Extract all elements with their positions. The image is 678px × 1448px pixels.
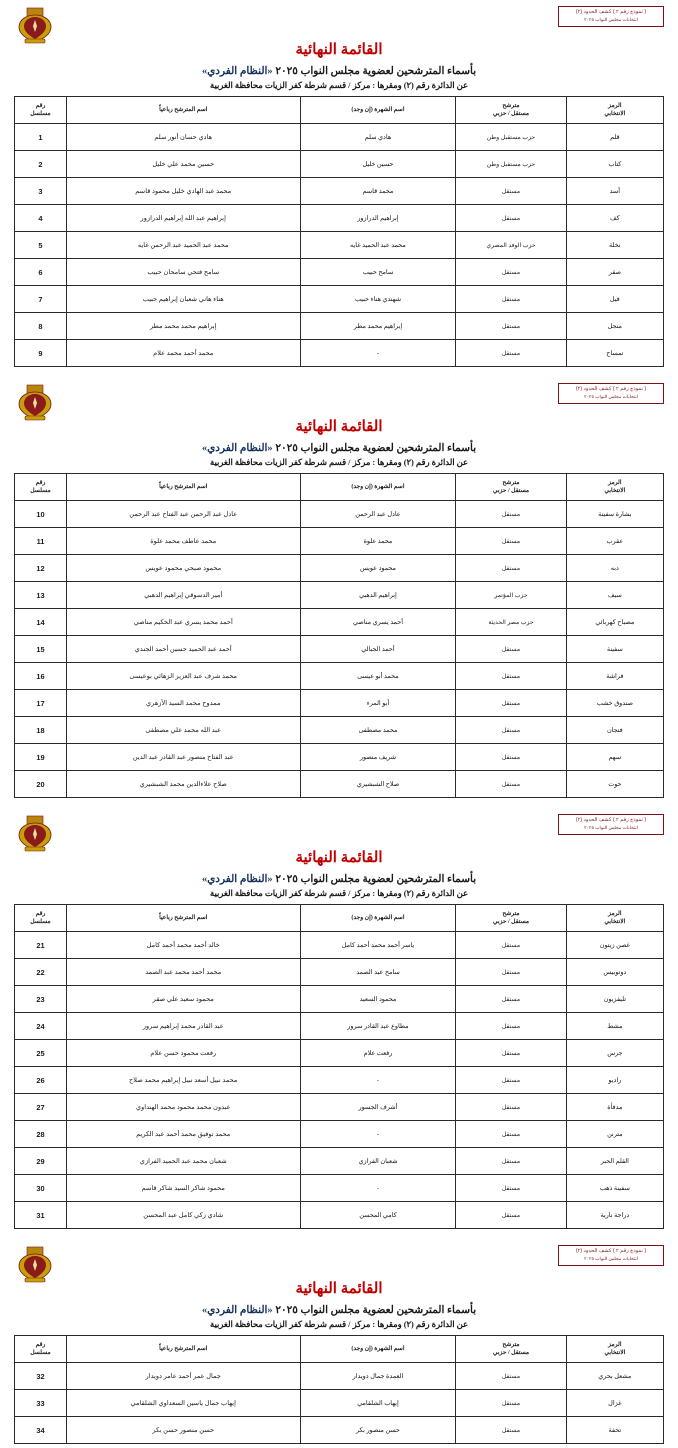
table-row — [15, 744, 664, 771]
cell-party: مستقل — [456, 1363, 566, 1390]
cell-name: إبراهيم محمد محمد مطر — [66, 313, 300, 340]
table-row — [15, 1417, 664, 1444]
cell-fame: شهندي هناء حبيب — [300, 286, 456, 313]
column-header-symbol: الرمز الانتخابي — [566, 474, 663, 501]
candidates-table — [14, 1335, 664, 1444]
cell-fame: أبو المرء — [300, 690, 456, 717]
table-row — [15, 663, 664, 690]
table-row — [15, 717, 664, 744]
table-row — [15, 340, 664, 367]
cell-party: مستقل — [456, 286, 566, 313]
page-subtitle — [14, 1304, 664, 1316]
page-subtitle-text: بأسماء المترشحين لعضوية مجلس النواب ٢٠٢٥ — [272, 443, 477, 454]
cell-party: مستقل — [456, 663, 566, 690]
cell-symbol: حوت — [566, 771, 663, 798]
cell-name: جمال عمر أحمد عامر دويدار — [66, 1363, 300, 1390]
table-row — [15, 771, 664, 798]
table-row — [15, 205, 664, 232]
cell-party: مستقل — [456, 1202, 566, 1229]
table-row — [15, 1013, 664, 1040]
cell-name: إيهاب جمال ياسين السعداوي الشلقامي — [66, 1390, 300, 1417]
cell-party: مستقل — [456, 986, 566, 1013]
cell-num: 7 — [15, 286, 67, 313]
table-body — [15, 501, 664, 798]
column-header-fame: اسم الشهرة (إن وجد) — [300, 474, 456, 501]
cell-symbol: دوتوبيس — [566, 959, 663, 986]
table-row — [15, 555, 664, 582]
cell-fame: إيهاب الشلقامي — [300, 1390, 456, 1417]
cell-name: محمود صبحي محمود عويس — [66, 555, 300, 582]
cell-symbol: تحفة — [566, 1417, 663, 1444]
cell-name: رفعت محمود حسن علام — [66, 1040, 300, 1067]
table-row — [15, 313, 664, 340]
cell-name: محمود سعيد علي صقر — [66, 986, 300, 1013]
cell-fame: محمد عبد الحميد غايه — [300, 232, 456, 259]
egypt-eagle-emblem-icon — [14, 6, 56, 46]
column-header-symbol: الرمز الانتخابي — [566, 905, 663, 932]
cell-num: 12 — [15, 555, 67, 582]
cell-fame: محمد أبو عيسى — [300, 663, 456, 690]
cell-num: 33 — [15, 1390, 67, 1417]
cell-party: مستقل — [456, 259, 566, 286]
cell-name: هادي حسان أنور سلم — [66, 124, 300, 151]
table-body — [15, 932, 664, 1229]
page-subtitle — [14, 65, 664, 77]
form-stamp — [558, 6, 664, 27]
cell-name: هناء هاني شعبان إبراهيم حبيب — [66, 286, 300, 313]
cell-symbol: دبه — [566, 555, 663, 582]
column-header-num: رقم مسلسل — [15, 1336, 67, 1363]
cell-symbol: نخلة — [566, 232, 663, 259]
cell-name: حسين محمد علي خليل — [66, 151, 300, 178]
cell-party: مستقل — [456, 690, 566, 717]
cell-num: 22 — [15, 959, 67, 986]
table-row — [15, 1390, 664, 1417]
cell-fame: محمد قاسم — [300, 178, 456, 205]
cell-num: 18 — [15, 717, 67, 744]
cell-num: 21 — [15, 932, 67, 959]
constituency-line: عن الدائرة رقم (٢) ومقرها : مركز / قسم شرطة كفر الزيات محافظة الغربية — [209, 889, 469, 898]
cell-name: أحمد عبد الحميد حسين أحمد الجندي — [66, 636, 300, 663]
cell-fame: حسين خليل — [300, 151, 456, 178]
cell-num: 16 — [15, 663, 67, 690]
cell-party: مستقل — [456, 340, 566, 367]
cell-party: حزب المؤتمر — [456, 582, 566, 609]
table-row — [15, 1121, 664, 1148]
cell-name: محمد نبيل أسعد نبيل إبراهيم محمد صلاح — [66, 1067, 300, 1094]
cell-fame: مطاوع عبد القادر سرور — [300, 1013, 456, 1040]
constituency-line: عن الدائرة رقم (٢) ومقرها : مركز / قسم شرطة كفر الزيات محافظة الغربية — [209, 1320, 469, 1329]
cell-num: 11 — [15, 528, 67, 555]
column-header-num: رقم مسلسل — [15, 474, 67, 501]
cell-symbol: فراشة — [566, 663, 663, 690]
cell-num: 28 — [15, 1121, 67, 1148]
cell-fame: كامي المحسن — [300, 1202, 456, 1229]
cell-name: ممدوح محمد السيد الأزهري — [66, 690, 300, 717]
cell-name: شعبان محمد عبد الحميد الفرازي — [66, 1148, 300, 1175]
form-stamp-line2: انتخابات مجلس النواب ٢٠٢٥ — [584, 16, 638, 22]
cell-party: مستقل — [456, 636, 566, 663]
cell-symbol: كتاب — [566, 151, 663, 178]
cell-num: 19 — [15, 744, 67, 771]
candidates-table — [14, 904, 664, 1229]
cell-symbol: قلم — [566, 124, 663, 151]
column-header-symbol: الرمز الانتخابي — [566, 97, 663, 124]
cell-name: محمد توفيق محمد أحمد عبد الكريم — [66, 1121, 300, 1148]
cell-name: محمد أحمد محمد عبد الصمد — [66, 959, 300, 986]
table-body — [15, 124, 664, 367]
page-title: القائمة النهائية — [295, 42, 383, 58]
candidates-table — [14, 96, 664, 367]
cell-party: مستقل — [456, 205, 566, 232]
cell-name: محمد أحمد محمد علام — [66, 340, 300, 367]
cell-party: مستقل — [456, 771, 566, 798]
cell-symbol: جرس — [566, 1040, 663, 1067]
cell-num: 31 — [15, 1202, 67, 1229]
column-header-fame: اسم الشهرة (إن وجد) — [300, 905, 456, 932]
cell-fame: محمود عويس — [300, 555, 456, 582]
cell-party: مستقل — [456, 555, 566, 582]
cell-symbol: أسد — [566, 178, 663, 205]
cell-party: حزب مصر الحديثة — [456, 609, 566, 636]
page-title: القائمة النهائية — [295, 419, 383, 435]
table-row — [15, 501, 664, 528]
page-subtitle-system: «النظام الفردي» — [201, 1305, 273, 1316]
column-header-party: مترشح مستقل / حزبي — [456, 1336, 566, 1363]
cell-party: مستقل — [456, 528, 566, 555]
cell-symbol: القلم الحبر — [566, 1148, 663, 1175]
cell-name: أحمد محمد يسري عبد الحكيم مناصي — [66, 609, 300, 636]
cell-name: إبراهيم عبد الله إبراهيم الدرازور — [66, 205, 300, 232]
table-row — [15, 1040, 664, 1067]
cell-symbol: سفينة ذهب — [566, 1175, 663, 1202]
cell-name: شادي زكي كامل عبد المحسن — [66, 1202, 300, 1229]
cell-fame: العمدة جمال دويدار — [300, 1363, 456, 1390]
cell-fame: أشرف الجسور — [300, 1094, 456, 1121]
column-header-num: رقم مسلسل — [15, 97, 67, 124]
cell-symbol: سفينة — [566, 636, 663, 663]
table-row — [15, 690, 664, 717]
table-header-row — [15, 97, 664, 124]
cell-name: حسن منصور حسن بكر — [66, 1417, 300, 1444]
cell-num: 3 — [15, 178, 67, 205]
cell-symbol: فيل — [566, 286, 663, 313]
cell-fame: إبراهيم الدهبي — [300, 582, 456, 609]
cell-name: سامح فتحي سامحان حبيب — [66, 259, 300, 286]
cell-num: 26 — [15, 1067, 67, 1094]
table-row — [15, 1202, 664, 1229]
cell-fame: شعبان الفرازي — [300, 1148, 456, 1175]
page-subtitle — [14, 873, 664, 885]
cell-symbol: دراجة نارية — [566, 1202, 663, 1229]
table-row — [15, 932, 664, 959]
cell-name: أمير الدسوقي إبراهيم الدهبي — [66, 582, 300, 609]
cell-num: 29 — [15, 1148, 67, 1175]
cell-party: مستقل — [456, 717, 566, 744]
cell-party: مستقل — [456, 1175, 566, 1202]
cell-num: 32 — [15, 1363, 67, 1390]
egypt-eagle-emblem-icon — [14, 383, 56, 423]
cell-fame: محمد مصطفى — [300, 717, 456, 744]
cell-fame: إبراهيم محمد مطر — [300, 313, 456, 340]
cell-name: عبد الله محمد علي مصطفى — [66, 717, 300, 744]
table-row — [15, 1094, 664, 1121]
cell-symbol: سيف — [566, 582, 663, 609]
table-row — [15, 959, 664, 986]
column-header-name: اسم المترشح رباعياً — [66, 474, 300, 501]
cell-symbol: صقر — [566, 259, 663, 286]
cell-fame: حسن منصور بكر — [300, 1417, 456, 1444]
cell-party: مستقل — [456, 1417, 566, 1444]
cell-party: حزب مستقبل وطن — [456, 124, 566, 151]
egypt-eagle-emblem-icon — [14, 1245, 56, 1285]
cell-party: مستقل — [456, 1390, 566, 1417]
form-stamp — [558, 1245, 664, 1266]
column-header-fame: اسم الشهرة (إن وجد) — [300, 1336, 456, 1363]
table-header-row — [15, 905, 664, 932]
cell-fame: سامح حبيب — [300, 259, 456, 286]
cell-num: 17 — [15, 690, 67, 717]
table-row — [15, 1148, 664, 1175]
cell-num: 13 — [15, 582, 67, 609]
cell-party: مستقل — [456, 1121, 566, 1148]
cell-num: 23 — [15, 986, 67, 1013]
cell-party: مستقل — [456, 501, 566, 528]
cell-fame: - — [300, 1175, 456, 1202]
cell-symbol: كف — [566, 205, 663, 232]
cell-num: 10 — [15, 501, 67, 528]
form-stamp — [558, 383, 664, 404]
cell-fame: عادل عبد الرحمن — [300, 501, 456, 528]
page-subtitle-system: «النظام الفردي» — [201, 874, 273, 885]
cell-party: مستقل — [456, 1040, 566, 1067]
cell-num: 1 — [15, 124, 67, 151]
cell-party: مستقل — [456, 313, 566, 340]
column-header-name: اسم المترشح رباعياً — [66, 97, 300, 124]
candidate-list-page — [0, 1239, 678, 1448]
table-row — [15, 232, 664, 259]
cell-name: عبدون محمد محمود محمد الهنداوي — [66, 1094, 300, 1121]
cell-symbol: بشارة سفينة — [566, 501, 663, 528]
cell-party: مستقل — [456, 1148, 566, 1175]
cell-fame: - — [300, 1121, 456, 1148]
form-stamp-line2: انتخابات مجلس النواب ٢٠٢٥ — [584, 393, 638, 399]
table-body — [15, 1363, 664, 1444]
cell-party: مستقل — [456, 744, 566, 771]
cell-symbol: مدفأة — [566, 1094, 663, 1121]
cell-fame: محمد علوة — [300, 528, 456, 555]
cell-symbol: تليفزيون — [566, 986, 663, 1013]
table-row — [15, 124, 664, 151]
cell-symbol: مصباح كهربائي — [566, 609, 663, 636]
cell-party: حزب مستقبل وطن — [456, 151, 566, 178]
column-header-num: رقم مسلسل — [15, 905, 67, 932]
cell-num: 8 — [15, 313, 67, 340]
cell-name: صلاح علاءالدين محمد الشبشيري — [66, 771, 300, 798]
form-stamp-line1: ( نموذج رقم ٢ ) كشف الحدود (٢) — [575, 817, 647, 823]
candidates-table — [14, 473, 664, 798]
column-header-fame: اسم الشهرة (إن وجد) — [300, 97, 456, 124]
cell-party: مستقل — [456, 178, 566, 205]
cell-name: محمد عبد الهادي خليل محمود قاسم — [66, 178, 300, 205]
cell-num: 34 — [15, 1417, 67, 1444]
cell-name: محمود شاكر السيد شاكر قاسم — [66, 1175, 300, 1202]
cell-fame: هادي سلم — [300, 124, 456, 151]
table-row — [15, 178, 664, 205]
cell-name: عادل عبد الرحمن عبد الفتاح عبد الرحمن — [66, 501, 300, 528]
cell-name: محمد عبد الحميد عبد الرحمن غايه — [66, 232, 300, 259]
cell-num: 14 — [15, 609, 67, 636]
cell-fame: محمود السعيد — [300, 986, 456, 1013]
page-title: القائمة النهائية — [295, 850, 383, 866]
cell-fame: شريف منصور — [300, 744, 456, 771]
cell-symbol: تمساح — [566, 340, 663, 367]
constituency-line: عن الدائرة رقم (٢) ومقرها : مركز / قسم شرطة كفر الزيات محافظة الغربية — [209, 81, 469, 90]
cell-fame: ياسر أحمد محمد أحمد كامل — [300, 932, 456, 959]
table-row — [15, 259, 664, 286]
table-row — [15, 1175, 664, 1202]
cell-num: 30 — [15, 1175, 67, 1202]
page-title: القائمة النهائية — [295, 1281, 383, 1297]
cell-name: خالد أحمد محمد أحمد كامل — [66, 932, 300, 959]
cell-num: 25 — [15, 1040, 67, 1067]
cell-party: مستقل — [456, 1013, 566, 1040]
cell-fame: - — [300, 1067, 456, 1094]
cell-name: عبد الفتاح منصور عبد القادر عبد الدين — [66, 744, 300, 771]
cell-num: 20 — [15, 771, 67, 798]
cell-symbol: صندوق خشب — [566, 690, 663, 717]
column-header-party: مترشح مستقل / حزبي — [456, 905, 566, 932]
table-row — [15, 582, 664, 609]
page-subtitle-system: «النظام الفردي» — [201, 66, 273, 77]
cell-fame: إبراهيم الدرازور — [300, 205, 456, 232]
page-subtitle-text: بأسماء المترشحين لعضوية مجلس النواب ٢٠٢٥ — [272, 66, 477, 77]
egypt-eagle-emblem-icon — [14, 814, 56, 854]
cell-num: 24 — [15, 1013, 67, 1040]
page-subtitle-text: بأسماء المترشحين لعضوية مجلس النواب ٢٠٢٥ — [272, 874, 477, 885]
cell-fame: رفعت علام — [300, 1040, 456, 1067]
column-header-name: اسم المترشح رباعياً — [66, 905, 300, 932]
cell-party: حزب الوفد المصري — [456, 232, 566, 259]
form-stamp-line2: انتخابات مجلس النواب ٢٠٢٥ — [584, 1255, 638, 1261]
table-header-row — [15, 1336, 664, 1363]
table-row — [15, 986, 664, 1013]
cell-num: 9 — [15, 340, 67, 367]
form-stamp-line1: ( نموذج رقم ٢ ) كشف الحدود (٢) — [575, 9, 647, 15]
constituency-line: عن الدائرة رقم (٢) ومقرها : مركز / قسم شرطة كفر الزيات محافظة الغربية — [209, 458, 469, 467]
page-subtitle-system: «النظام الفردي» — [201, 443, 273, 454]
form-stamp-line1: ( نموذج رقم ٢ ) كشف الحدود (٢) — [575, 1248, 647, 1254]
cell-num: 4 — [15, 205, 67, 232]
cell-party: مستقل — [456, 1094, 566, 1121]
table-row — [15, 1363, 664, 1390]
table-row — [15, 1067, 664, 1094]
form-stamp — [558, 814, 664, 835]
table-row — [15, 151, 664, 178]
cell-symbol: منجل — [566, 313, 663, 340]
cell-symbol: مشط — [566, 1013, 663, 1040]
cell-party: مستقل — [456, 1067, 566, 1094]
cell-party: مستقل — [456, 932, 566, 959]
candidate-list-page — [0, 808, 678, 1233]
cell-fame: - — [300, 340, 456, 367]
cell-symbol: عقرب — [566, 528, 663, 555]
form-stamp-line2: انتخابات مجلس النواب ٢٠٢٥ — [584, 824, 638, 830]
cell-symbol: غصن زيتون — [566, 932, 663, 959]
cell-num: 6 — [15, 259, 67, 286]
cell-fame: أحمد الجبالي — [300, 636, 456, 663]
form-stamp-line1: ( نموذج رقم ٢ ) كشف الحدود (٢) — [575, 386, 647, 392]
cell-num: 5 — [15, 232, 67, 259]
cell-symbol: مترنن — [566, 1121, 663, 1148]
column-header-symbol: الرمز الانتخابي — [566, 1336, 663, 1363]
column-header-name: اسم المترشح رباعياً — [66, 1336, 300, 1363]
cell-symbol: فنجان — [566, 717, 663, 744]
cell-name: محمد عاطف محمد علوة — [66, 528, 300, 555]
column-header-party: مترشح مستقل / حزبي — [456, 474, 566, 501]
page-subtitle — [14, 442, 664, 454]
cell-symbol: راديو — [566, 1067, 663, 1094]
table-row — [15, 286, 664, 313]
cell-fame: صلاح الشبشيري — [300, 771, 456, 798]
cell-party: مستقل — [456, 959, 566, 986]
cell-fame: سامح عبد الصمد — [300, 959, 456, 986]
cell-num: 2 — [15, 151, 67, 178]
cell-symbol: غزال — [566, 1390, 663, 1417]
table-row — [15, 636, 664, 663]
cell-name: محمد شرف عبد العزيز الزهائي بوعيسى — [66, 663, 300, 690]
table-row — [15, 528, 664, 555]
cell-symbol: سهم — [566, 744, 663, 771]
cell-num: 27 — [15, 1094, 67, 1121]
table-row — [15, 609, 664, 636]
page-subtitle-text: بأسماء المترشحين لعضوية مجلس النواب ٢٠٢٥ — [272, 1305, 477, 1316]
table-header-row — [15, 474, 664, 501]
candidate-list-page — [0, 0, 678, 371]
candidate-list-page — [0, 377, 678, 802]
column-header-party: مترشح مستقل / حزبي — [456, 97, 566, 124]
cell-symbol: مشعل بحري — [566, 1363, 663, 1390]
cell-num: 15 — [15, 636, 67, 663]
cell-fame: أحمد يسري مناصي — [300, 609, 456, 636]
cell-name: عبد القادر محمد إبراهيم سرور — [66, 1013, 300, 1040]
